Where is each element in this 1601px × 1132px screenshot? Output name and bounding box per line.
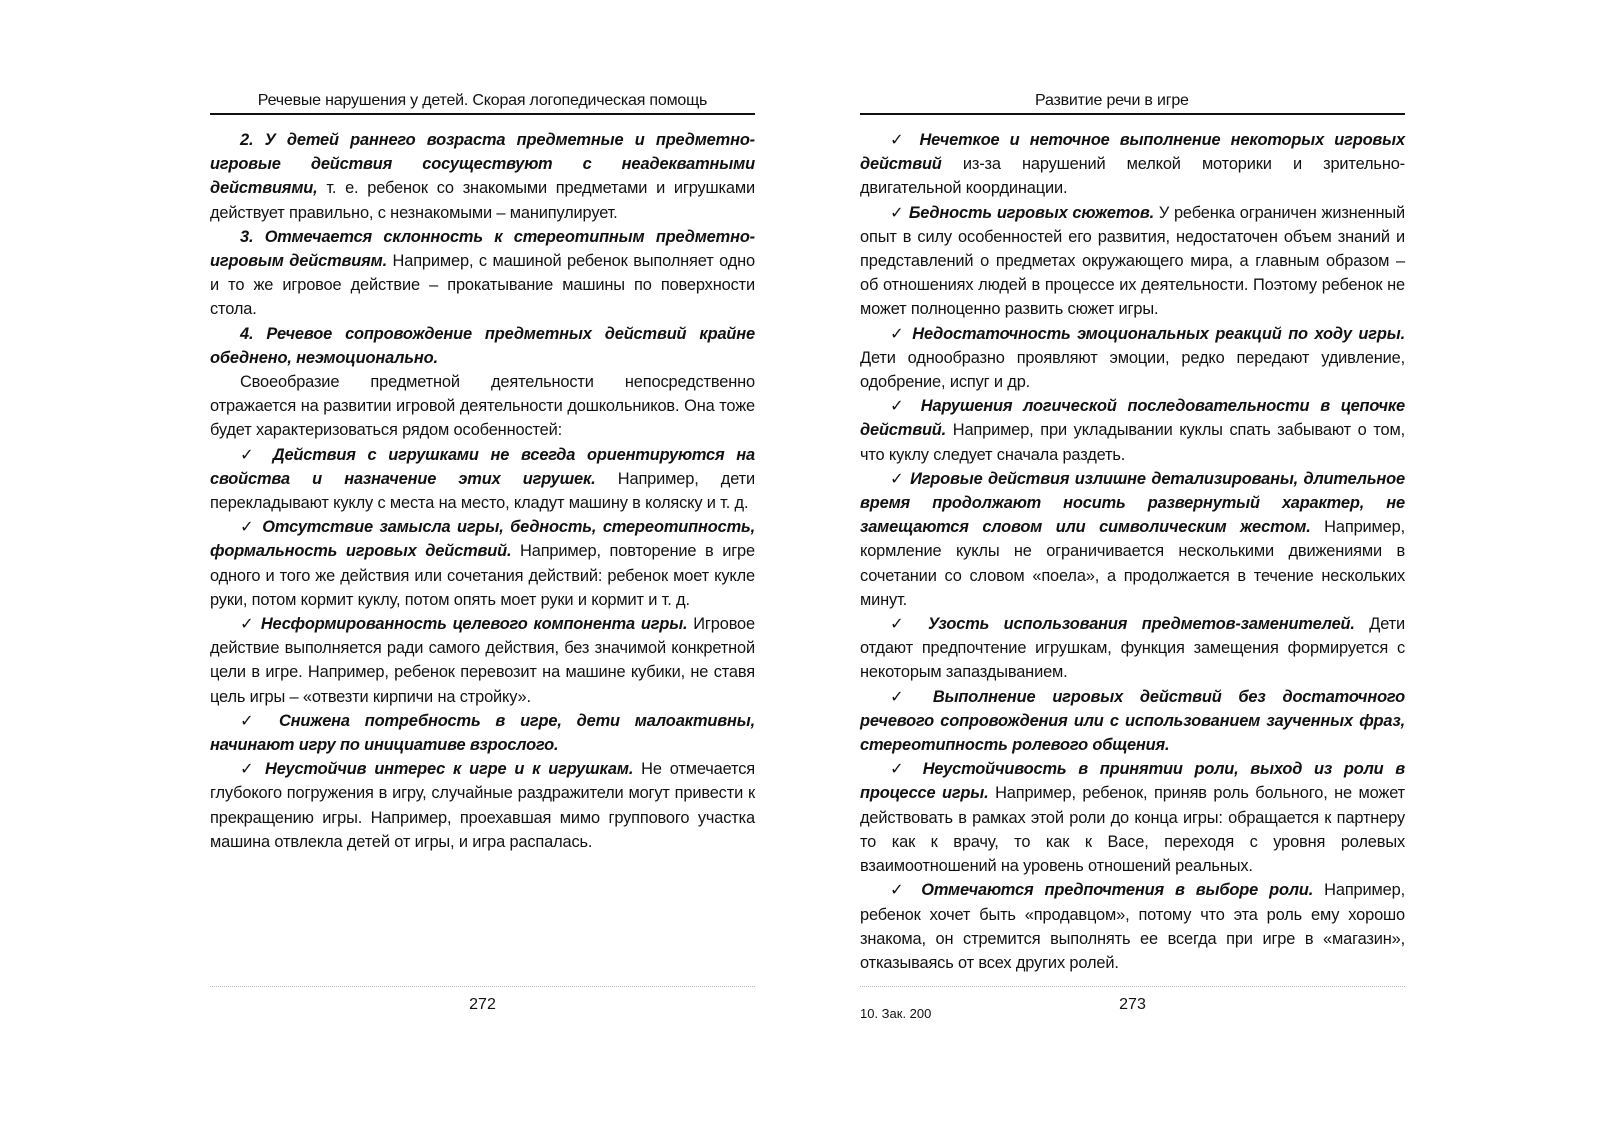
paragraph — [860, 757, 1405, 878]
paragraph-emphasis: 3. Отмечается склонность к стереотипным предметно-игровым действиям. — [210, 227, 755, 271]
paragraph — [210, 612, 755, 709]
paragraph-emphasis: Выполнение игровых действий без достаточного речевого сопровождения или с использованием заученных фраз, стереотипность ролевого общения. — [860, 687, 1405, 755]
paragraph — [210, 128, 755, 225]
checkmark-icon: ✓ — [890, 324, 906, 343]
paragraph — [210, 443, 755, 516]
paragraph-emphasis: Недостаточность эмоциональных реакций по ходу игры. — [905, 324, 1405, 343]
paragraph — [860, 612, 1405, 685]
paragraph — [860, 128, 1405, 201]
checkmark-icon: ✓ — [240, 518, 256, 537]
paragraph-emphasis: Действия с игрушками не всегда ориентируются на свойства и назначение этих игрушек. — [210, 445, 755, 488]
paragraph-emphasis: Нечеткое и неточное выполнение некоторых игровых действий — [860, 131, 1405, 174]
checkmark-icon: ✓ — [240, 615, 256, 634]
paragraph-emphasis: Узость использования предметов-заменителей. — [913, 615, 1355, 634]
page-number-left: 272 — [469, 996, 496, 1013]
checkmark-icon: ✓ — [240, 760, 258, 779]
checkmark-icon: ✓ — [890, 203, 904, 222]
paragraph-body: Игровое действие выполняется ради самого действия, без значимой конкретной цели в игре. Например, ребенок перевозит на машине кубики, не ставя цель игры – «отвезти кирпичи на стройку». — [210, 615, 755, 706]
paragraph-body: Дети однообразно проявляют эмоции, редко передают удивление, одобрение, испуг и др. — [860, 348, 1405, 392]
paragraph-body: Дети отдают предпочтение игрушкам, функция замещения формируется с некоторым запаздыванием. — [860, 615, 1405, 682]
bottom-rule-right — [860, 986, 1405, 987]
bottom-rule-left — [210, 986, 755, 987]
checkmark-icon: ✓ — [890, 687, 917, 706]
right-page-text — [860, 128, 1405, 975]
checkmark-icon: ✓ — [890, 881, 911, 900]
checkmark-icon: ✓ — [890, 469, 905, 488]
paragraph-body: Например, ребенок хочет быть «продавцом», потому что эта роль ему хорошо знакома, он стремится выполнять ее всегда при игре в «магазин», отказываясь от всех других ролей. — [860, 881, 1405, 972]
paragraph-emphasis: Несформированность целевого компонента игры. — [255, 615, 688, 634]
paragraph — [860, 878, 1405, 975]
paragraph-emphasis: Отсутствие замысла игры, бедность, стереотипность, формальность игровых действий. — [210, 518, 755, 561]
running-head-right: Развитие речи в игре — [860, 92, 1405, 115]
paragraph — [860, 322, 1405, 395]
checkmark-icon: ✓ — [890, 397, 910, 416]
paragraph — [210, 322, 755, 370]
right-page — [860, 0, 1405, 1132]
paragraph-emphasis: Отмечаются предпочтения в выборе роли. — [910, 881, 1314, 900]
paragraph-emphasis: Снижена потребность в игре, дети малоактивны, начинают игру по инициативе взрослого. — [210, 711, 755, 755]
paragraph — [210, 709, 755, 757]
running-head-left: Речевые нарушения у детей. Скорая логопедическая помощь — [210, 92, 755, 115]
paragraph-body: Не отмечается глубокого погружения в игру, случайные раздражители могут привести к прекращению игры. Например, проехавшая мимо группового участка машина отвлекла детей от игры, и игра распалась. — [210, 760, 755, 851]
page-number-right: 273 — [1119, 996, 1146, 1013]
paragraph-body: Например, кормление куклы не ограничивается несколькими движениями в сочетании со словом «поела», а продолжается в течение нескольких минут. — [860, 518, 1405, 609]
paragraph — [210, 225, 755, 322]
paragraph — [860, 394, 1405, 467]
paragraph — [210, 370, 755, 443]
left-page — [210, 0, 755, 1132]
checkmark-icon: ✓ — [890, 760, 911, 779]
checkmark-icon: ✓ — [890, 615, 914, 634]
paragraph-emphasis: 2. У детей раннего возраста предметные и предметно-игровые действия сосуществуют с неадекватными действиями, — [210, 131, 755, 198]
paragraph-body: Своеобразие предметной деятельности непосредственно отражается на развитии игровой деятельности дошкольников. Она тоже будет характеризоваться рядом особенностей: — [210, 373, 755, 440]
checkmark-icon: ✓ — [890, 131, 910, 149]
printer-signature: 10. Зак. 200 — [860, 1006, 932, 1021]
paragraph-body: Например, при укладывании куклы спать забывают о том, что куклу следует сначала раздеть. — [860, 421, 1405, 464]
paragraph-body: Например, ребенок, приняв роль больного, не может действовать в рамках этой роли до конца игры: обращается к партнеру то как к врачу, то как к Васе, переходя с уровня ролевых взаимоотношений на уровень отношений реальных. — [860, 784, 1405, 876]
paragraph-body: из-за нарушений мелкой моторики и зрительно-двигательной координации. — [860, 155, 1405, 198]
paragraph-emphasis: Игровые действия излишне детализированы, длительное время продолжают носить развернутый характер, не замещаются словом или символическим жестом. — [860, 469, 1405, 537]
checkmark-icon: ✓ — [240, 445, 261, 464]
paragraph-body: Например, дети перекладывают куклу с места на место, кладут машину в коляску и т. д. — [210, 469, 756, 513]
paragraph — [210, 515, 755, 612]
left-page-text — [210, 128, 755, 854]
paragraph-body: Например, повторение в игре одного и того же действия или сочетания действий: ребенок моет кукле руки, потом кормит куклу, потом опять моет руки и кормит и т. д. — [210, 542, 755, 609]
paragraph-emphasis: Неустойчив интерес к игре и к игрушкам. — [257, 760, 634, 779]
paragraph — [860, 467, 1405, 612]
paragraph — [860, 685, 1405, 758]
paragraph — [860, 201, 1405, 322]
paragraph-emphasis: Неустойчивость в принятии роли, выход из роли в процессе игры. — [860, 760, 1406, 803]
paragraph-body: Например, с машиной ребенок выполняет одно и то же игровое действие – прокатывание машины по поверхности стола. — [210, 252, 755, 319]
paragraph-body: т. е. ребенок со знакомыми предметами и игрушками действует правильно, с незнакомыми – манипулирует. — [210, 179, 755, 222]
checkmark-icon: ✓ — [240, 711, 265, 730]
paragraph-emphasis: Нарушения логической последовательности в цепочке действий. — [860, 397, 1405, 440]
paragraph-body: У ребенка ограничен жизненный опыт в силу особенностей его развития, недостаточен объем знаний и представлений о предметах окружающего мира, а главным образом – об отношениях людей в процессе их деятельности. Поэтому ребенок не может полноценно развить сюжет игры. — [860, 203, 1405, 319]
paragraph — [210, 757, 755, 854]
paragraph-emphasis: 4. Речевое сопровождение предметных действий крайне обеднено, неэмоционально. — [210, 324, 755, 367]
paragraph-emphasis: Бедность игровых сюжетов. — [904, 203, 1155, 222]
